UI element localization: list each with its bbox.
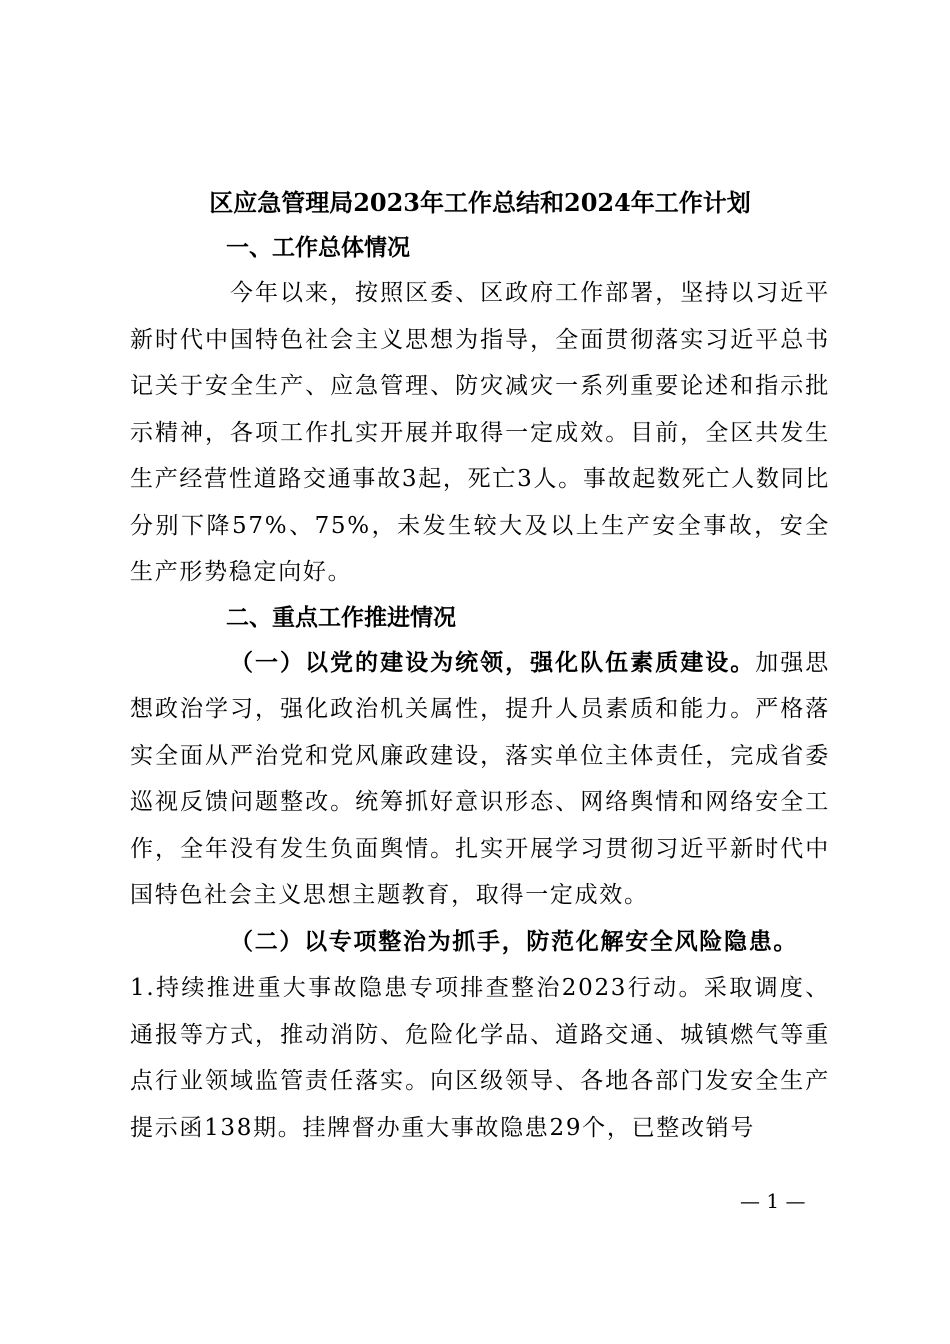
document-title: 区应急管理局2023年工作总结和2024年工作计划 — [209, 188, 751, 217]
section-2-item-1-paragraph — [130, 640, 830, 919]
section-1-paragraph: 今年以来，按照区委、区政府工作部署，坚持以习近平新时代中国特色社会主义思想为指导，全面贯彻落实习近平总书记关于安全生产、应急管理、防灾减灾一系列重要论述和指示批示精神，各项工作扎实开展并取得一定成效。目前，全区共发生生产经营性道路交通事故3起，死亡3人。事故起数死亡人数同比分别下降57%、75%，未发生较大及以上生产安全事故，安全生产形势稳定向好。 — [130, 280, 830, 585]
page-number: — 1 — — [740, 1189, 806, 1213]
section-2-item-1-heading: （一）以党的建设为统领，强化队伍素质建设。 — [230, 648, 756, 676]
document-body — [130, 226, 830, 1151]
section-2-item-2-heading: （二）以专项整治为抓手，防范化解安全风险隐患。 — [230, 927, 799, 955]
section-2-heading: 二、重点工作推进情况 — [226, 604, 456, 631]
section-2-item-2-heading-paragraph — [130, 919, 830, 966]
section-2-item-1-text: 加强思想政治学习，强化政治机关属性，提升人员素质和能力。严格落实全面从严治党和党风廉政建设，落实单位主体责任，完成省委巡视反馈问题整改。统筹抓好意识形态、网络舆情和网络安全工作，全年没有发生负面舆情。扎实开展学习贯彻习近平新时代中国特色社会主义思想主题教育，取得一定成效。 — [130, 649, 830, 908]
section-2-item-2-text: 1.持续推进重大事故隐患专项排查整治2023行动。采取调度、通报等方式，推动消防、危险化学品、道路交通、城镇燃气等重点行业领域监管责任落实。向区级领导、各地各部门发安全生产提示函138期。挂牌督办重大事故隐患29个，已整改销号 — [130, 975, 830, 1141]
section-1-heading: 一、工作总体情况 — [226, 235, 410, 261]
